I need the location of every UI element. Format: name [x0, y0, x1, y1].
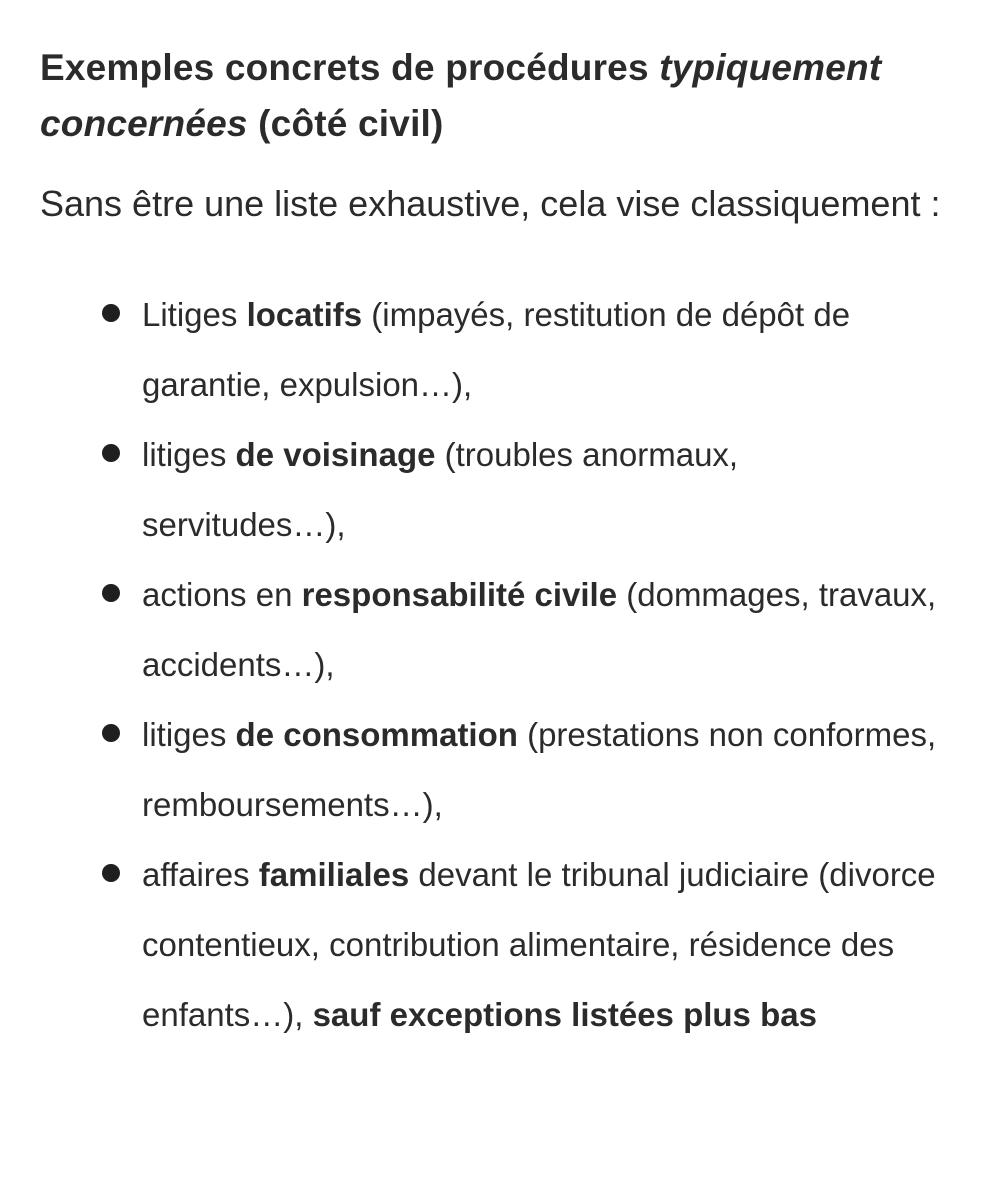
item-bold-text: de consommation	[235, 716, 518, 753]
item-bold-exception-text: sauf exceptions listées plus bas	[312, 996, 817, 1033]
procedure-list	[40, 280, 943, 1050]
list-item	[40, 700, 943, 840]
item-text-before: affaires	[142, 856, 259, 893]
section-heading	[40, 40, 943, 152]
bullet-icon	[102, 444, 120, 462]
item-text-before: Litiges	[142, 296, 247, 333]
item-text-before: actions en	[142, 576, 302, 613]
bullet-icon	[102, 724, 120, 742]
item-text-after: devant le tribunal judiciaire (divorce contentieux, contribution alimentaire, résidence des enfants…),	[142, 856, 936, 1033]
item-bold-text: familiales	[258, 856, 410, 893]
list-item	[40, 560, 943, 700]
heading-italic-text: typiquement concernées	[40, 47, 882, 144]
list-item	[40, 280, 943, 420]
heading-text-part1: Exemples concrets de procédures	[40, 47, 660, 88]
list-item	[40, 840, 943, 1050]
item-bold-text: de voisinage	[235, 436, 436, 473]
item-bold-text: responsabilité civile	[301, 576, 618, 613]
bullet-icon	[102, 584, 120, 602]
bullet-icon	[102, 864, 120, 882]
item-text-before: litiges	[142, 716, 236, 753]
item-bold-text: locatifs	[246, 296, 363, 333]
item-text-after: (troubles anormaux, servitudes…),	[142, 436, 739, 543]
intro-paragraph: Sans être une liste exhaustive, cela vise classiquement :	[40, 183, 941, 224]
item-text-after: (prestations non conformes, remboursements…),	[142, 716, 937, 823]
item-text-after: (dommages, travaux, accidents…),	[142, 576, 937, 683]
bullet-icon	[102, 304, 120, 322]
item-text-before: litiges	[142, 436, 236, 473]
heading-text-part2: (côté civil)	[247, 103, 444, 144]
list-item	[40, 420, 943, 560]
item-text-after: (impayés, restitution de dépôt de garantie, expulsion…),	[142, 296, 851, 403]
